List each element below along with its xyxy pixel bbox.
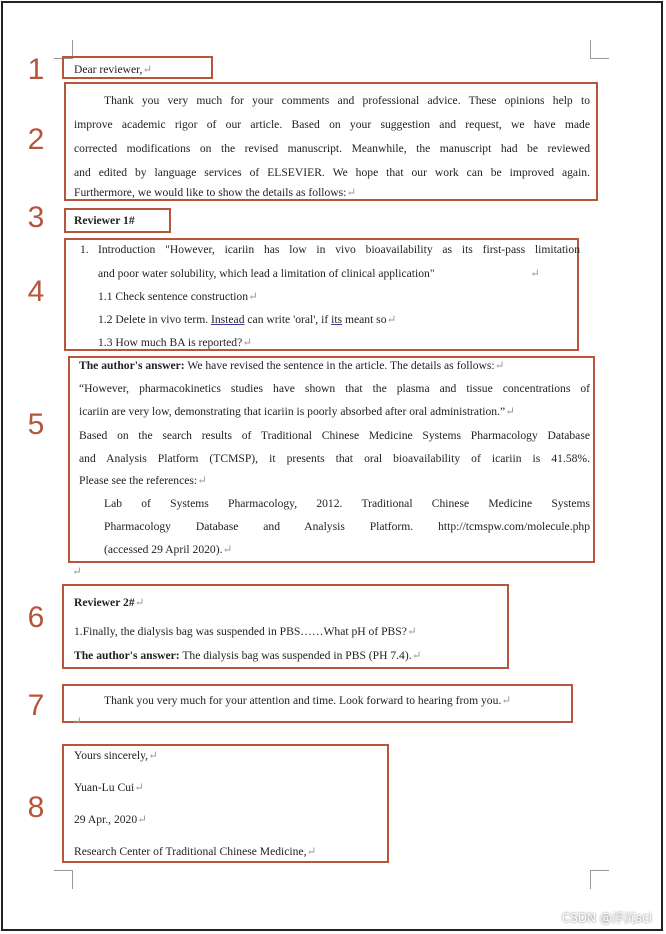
paragraph-mark: ↵ (242, 336, 252, 349)
intro-line-4: and edited by language services of ELSEVIER. We hope that our work can be improved again. (74, 166, 590, 179)
section-number-1: 1 (27, 53, 45, 86)
reference-line-1: Lab of Systems Pharmacology, 2012. Traditional Chinese Medicine Systems (104, 497, 590, 510)
paragraph-mark: ↵ (494, 359, 505, 372)
item-number: 1. (80, 243, 89, 256)
paragraph-mark: ↵ (306, 845, 317, 858)
section-number-7: 7 (27, 689, 45, 722)
sub-comment-text: 1.1 Check sentence construction (98, 290, 249, 303)
author-name (74, 780, 144, 796)
corner-mark-bottom-right (590, 870, 609, 889)
intro-line-5 (74, 185, 356, 201)
corner-mark-top-right (590, 40, 609, 59)
date-text: 29 Apr., 2020 (74, 813, 138, 826)
paragraph-mark: ↵ (222, 543, 233, 556)
section-number-4: 4 (27, 275, 45, 308)
greeting-text: Dear reviewer, (74, 63, 143, 76)
closing-text: Thank you very much for your attention and time. Look forward to hearing from you. (104, 694, 502, 707)
intro-line-3: corrected modifications on the revised manuscript. Meanwhile, the manuscript had be reviewed (74, 142, 590, 155)
paragraph-mark: ↵ (386, 313, 397, 326)
sub-comment-text: meant so (342, 313, 387, 326)
paragraph-mark: ↵ (406, 625, 417, 638)
sub-comment-text: 1.3 How much BA is reported? (98, 336, 243, 349)
paragraph-mark: ↵ (142, 63, 153, 76)
answer-text: icariin are very low, demonstrating that icariin is poorly absorbed after oral administration.” (79, 405, 506, 418)
sub-comment-1-2 (98, 312, 396, 328)
item-line-2: and poor water solubility, which lead a limitation of clinical application" (98, 267, 435, 280)
reviewer2-heading (74, 595, 144, 611)
author-name-text: Yuan-Lu Cui (74, 781, 135, 794)
signature-date (74, 812, 147, 828)
answer-text: Please see the references: (79, 474, 198, 487)
paragraph-mark: ↵ (411, 649, 422, 662)
section-number-5: 5 (27, 408, 45, 441)
section-number-8: 8 (27, 791, 45, 824)
affiliation (74, 844, 316, 860)
paragraph-mark: ↵ (505, 405, 515, 418)
reference-text: (accessed 29 April 2020). (104, 543, 223, 556)
comment-text: 1.Finally, the dialysis bag was suspended in PBS……What pH of PBS? (74, 625, 407, 638)
sign-off (74, 748, 158, 764)
corner-mark-bottom-left (54, 870, 73, 889)
item-line-1: Introduction "However, icariin has low in vivo bioavailability as its first-pass limitation (98, 243, 580, 256)
closing (104, 693, 511, 709)
reference-line-2: Pharmacology Database and Analysis Platform. http://tcmspw.com/molecule.php (104, 520, 590, 533)
intro-line-5-text: Furthermore, we would like to show the details as follows: (74, 186, 347, 199)
paragraph-mark: ↵ (248, 290, 258, 303)
paragraph-mark: ↵ (148, 749, 158, 762)
answer1-line-4: Based on the search results of Traditional Chinese Medicine Systems Pharmacology Database (79, 429, 590, 442)
answer1-first-line (79, 358, 504, 374)
answer1-line-6 (79, 473, 207, 489)
answer1-line-3 (79, 404, 515, 420)
spellcheck-word: Instead (211, 313, 245, 326)
answer-label: The author's answer: (79, 359, 185, 372)
answer1-line-5: and Analysis Platform (TCMSP), it presents that oral bioavailability of icariin is 41.58%. (79, 452, 590, 465)
paragraph-mark: ↵ (346, 186, 357, 199)
answer1-line-2: “However, pharmacokinetics studies have shown that the plasma and tissue concentrations of (79, 382, 590, 395)
paragraph-mark: ↵ (501, 694, 512, 707)
sub-comment-1-1 (98, 289, 258, 305)
intro-line-1: Thank you very much for your comments and professional advice. These opinions help to (104, 94, 590, 107)
section-number-3: 3 (27, 201, 45, 234)
reviewer2-heading-text: Reviewer 2# (74, 596, 135, 609)
answer-text: We have revised the sentence in the article. The details as follows: (184, 359, 495, 372)
answer-text: The dialysis bag was suspended in PBS (PH 7.4). (179, 649, 412, 662)
paragraph-mark: ↵ (134, 596, 145, 609)
sub-comment-1-3 (98, 335, 252, 351)
answer2 (74, 648, 421, 664)
affiliation-text: Research Center of Traditional Chinese Medicine, (74, 845, 307, 858)
sub-comment-text: 1.2 Delete in vivo term. (98, 313, 212, 326)
spellcheck-word: its (331, 313, 343, 326)
paragraph-mark: ↵ (530, 267, 540, 280)
reviewer1-heading: Reviewer 1# (74, 214, 135, 227)
paragraph-mark: ↵ (197, 474, 207, 487)
greeting (74, 62, 152, 78)
paragraph-mark: ↵ (134, 781, 144, 794)
section-number-6: 6 (27, 601, 45, 634)
sign-off-text: Yours sincerely, (74, 749, 149, 762)
sub-comment-text: can write 'oral', if (244, 313, 332, 326)
answer-label: The author's answer: (74, 649, 180, 662)
reviewer2-comment (74, 624, 417, 640)
reference-line-3 (104, 542, 232, 558)
watermark: CSDN @浮沉sci (561, 911, 652, 925)
paragraph-mark: ↵ (137, 813, 147, 826)
section-number-2: 2 (27, 123, 45, 156)
paragraph-mark: ↵ (72, 715, 82, 728)
paragraph-mark: ↵ (72, 565, 82, 578)
intro-line-2: improve academic rigor of our article. Based on your suggestion and request, we have made (74, 118, 590, 131)
